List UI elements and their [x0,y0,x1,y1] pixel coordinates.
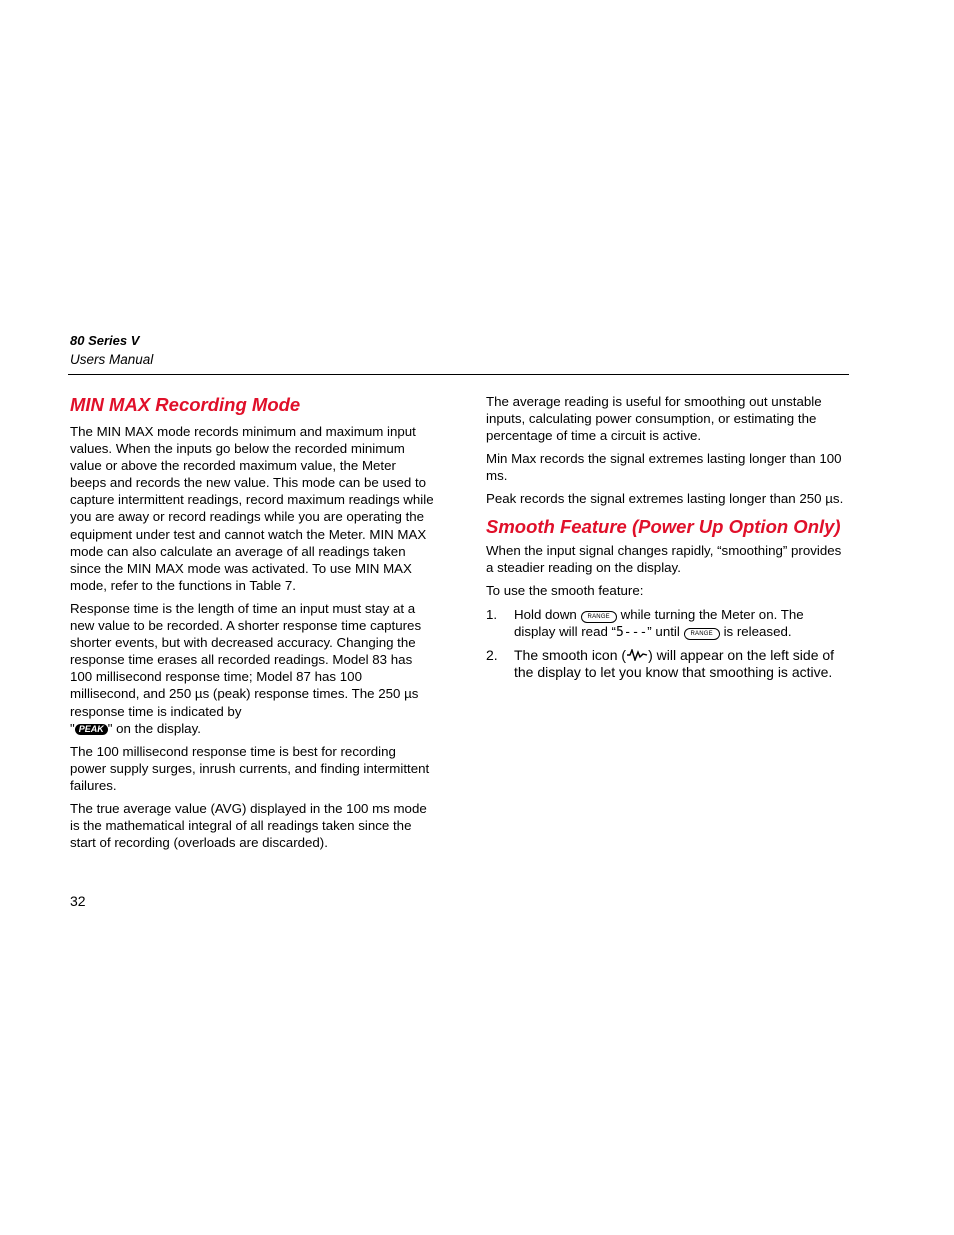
page-number: 32 [70,893,86,909]
step-text: ” until [647,623,680,639]
header-series: 80 Series V [70,333,140,348]
paragraph-text: Response time is the length of time an input must stay at a new value to be recorded. A shorter response time captures shorter events, but with decreased accuracy. Changing the response time erases all recorded readings. Model 83 has 100 millisecond response time; Model 87 has 100 millisecond, and 250 µs (peak) response times. The 250 µs response time is indicated by [70,600,422,719]
step-text: while turning the Meter on. The display will read “ [514,606,804,639]
quote-mark: " [70,720,75,736]
segment-display-text: 5--- [615,624,648,640]
steps-list [486,606,848,681]
step-text: ) will appear on the left side of the display to let you know that smoothing is active. [514,647,835,681]
peak-icon: PEAK [75,724,108,735]
step-number: 2. [486,647,498,664]
step-text: The smooth icon ( [514,647,627,664]
running-header [70,332,850,370]
range-key-icon: RANGE [684,628,720,640]
list-item [486,647,848,681]
step-text: Hold down [514,606,577,622]
list-item [486,606,848,641]
paragraph: To use the smooth feature: [486,582,644,598]
step-number: 1. [486,606,498,622]
paragraph: Peak records the signal extremes lasting longer than 250 µs. [486,491,844,507]
section-heading-min-max: MIN MAX Recording Mode [70,394,301,415]
paragraph: The 100 millisecond response time is best for recording power supply surges, inrush currents, and finding intermittent failures. [70,743,430,793]
header-rule [68,374,849,375]
paragraph-response-time [70,600,435,737]
right-column [486,393,848,681]
smooth-wave-icon [626,649,648,661]
range-key-icon: RANGE [581,611,617,623]
header-manual: Users Manual [70,352,154,367]
paragraph-tail: " on the display. [107,720,201,736]
step-text: is released. [723,623,792,639]
paragraph: The true average value (AVG) displayed in the 100 ms mode is the mathematical integral of all readings taken since the start of recording (overloads are discarded). [70,800,427,851]
left-column [70,393,435,851]
paragraph: Min Max records the signal extremes lasting longer than 100 ms. [486,451,842,484]
section-heading-smooth: Smooth Feature (Power Up Option Only) [486,515,841,537]
paragraph: The MIN MAX mode records minimum and maximum input values. When the inputs go below the recorded minimum value or above the recorded maximum value, the Meter beeps and records the new value. This mode can be used to capture intermittent readings, record maximum readings while you are away or record readings while you are operating the equipment under test and cannot watch the Meter. MIN MAX mode can also calculate an average of all readings taken since the MIN MAX mode was activated. To use MIN MAX mode, refer to the functions in Table 7. [70,424,434,593]
paragraph: When the input signal changes rapidly, “smoothing” provides a steadier reading on the display. [486,542,842,575]
paragraph: The average reading is useful for smoothing out unstable inputs, calculating power consumption, or estimating the percentage of time a circuit is active. [486,394,822,444]
